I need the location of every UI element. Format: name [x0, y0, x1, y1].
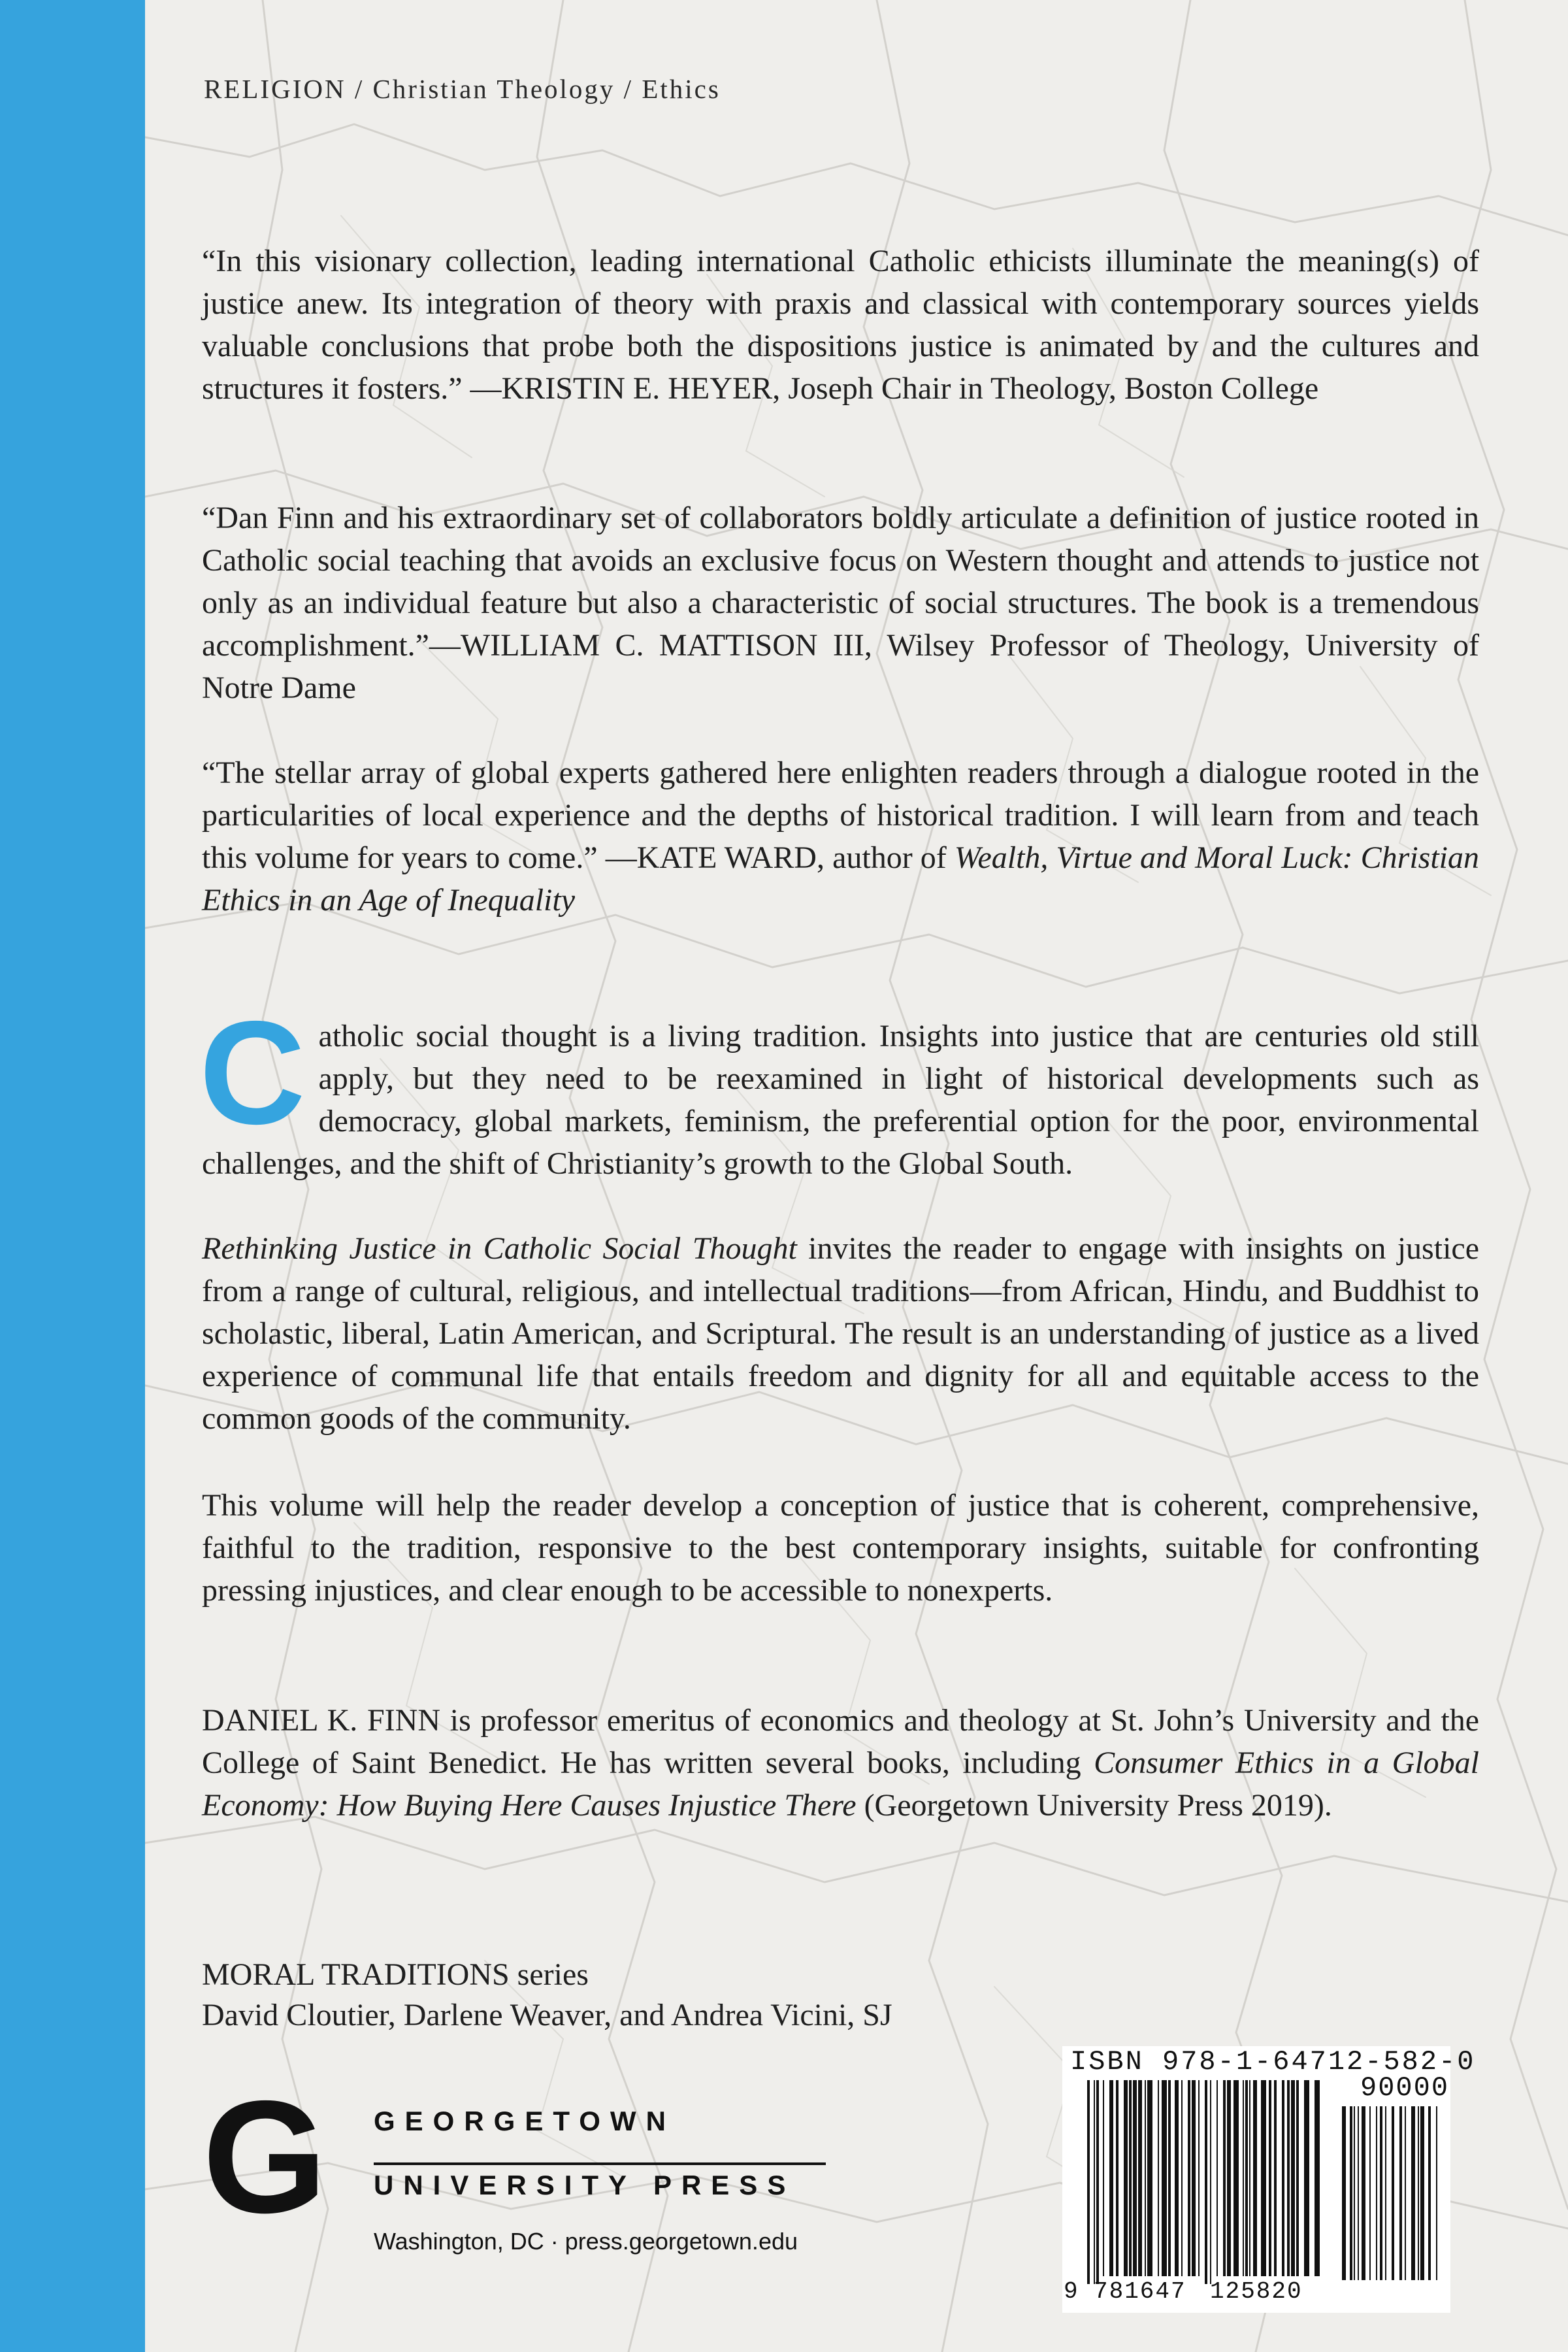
barcode-bar: [1205, 2080, 1207, 2284]
publisher-logo-icon: G: [203, 2067, 327, 2246]
barcode-addon-bar: [1358, 2106, 1359, 2280]
author-bio: [202, 1699, 1479, 1827]
barcode-bar: [1094, 2080, 1095, 2284]
barcode-addon-bar: [1436, 2106, 1437, 2280]
barcode-bar: [1249, 2080, 1250, 2276]
barcode-addon-bar: [1399, 2106, 1402, 2280]
barcode-addon-bar: [1392, 2106, 1394, 2280]
endorsement-3: [202, 752, 1479, 921]
barcode-addon-bar: [1376, 2106, 1377, 2280]
barcode-bar: [1296, 2080, 1299, 2276]
price-code: 90000: [1360, 2072, 1450, 2104]
series-block: [202, 1955, 892, 2036]
description-text: This volume will help the reader develop a conception of justice that is coherent, comprehensive, faithful to the tradition, responsive to the best contemporary insights, suitable for confronting pressing injustices, and clear enough to be accessible to nonexperts.: [202, 1488, 1479, 1608]
publisher-name-line-1: GEORGETOWN: [374, 2106, 676, 2136]
barcode-bar: [1243, 2080, 1244, 2276]
publisher-name-line-2: UNIVERSITY PRESS: [374, 2170, 796, 2200]
barcode-bar: [1315, 2080, 1320, 2276]
endorsement-author: KRISTIN E. HEYER: [501, 371, 773, 406]
barcode-bar: [1198, 2080, 1200, 2276]
description-paragraph-3: [202, 1484, 1479, 1612]
endorsement-author: WILLIAM C. MATTISON III: [460, 628, 864, 663]
barcode-addon-bar: [1418, 2106, 1419, 2280]
author-book-title: Consumer Ethics in a Global Economy: How Buying Here Causes Injustice There: [202, 1746, 1479, 1823]
barcode-bar: [1124, 2080, 1128, 2276]
barcode-bar: [1162, 2080, 1167, 2276]
description-paragraph-2: [202, 1227, 1479, 1440]
isbn-text: ISBN 978-1-64712-582-0: [1070, 2046, 1476, 2078]
endorsement-quote: “In this visionary collection, leading international Catholic ethicists illuminate the meaning(s) of justice anew. Its integration of theory with praxis and classical with contemporary sources yields valuable conclusions that probe both the dispositions justice is animated by and the cultures and structures it fosters.” —: [202, 244, 1479, 406]
author-bio-text: is professor emeritus of economics and theology at St. John’s University and the College of Saint Benedict. He has written several books, including: [202, 1703, 1479, 1780]
barcode-addon-bar: [1420, 2106, 1424, 2280]
barcode-addon-bar: [1350, 2106, 1352, 2280]
barcode-addon-bar: [1354, 2106, 1355, 2280]
description-text: invites the reader to engage with insights on justice from a range of cultural, religious, and intellectual traditions—from African, Hindu, and Buddhist to scholastic, liberal, Latin American, and Scriptural. The result is an understanding of justice as a lived experience of communal life that entails freedom and dignity for all and equitable access to the common goods of the community.: [202, 1231, 1480, 1436]
barcode-bar: [1129, 2080, 1132, 2276]
endorsement-book-title: Wealth, Virtue and Moral Luck: Christian Ethics in an Age of Inequality: [202, 840, 1480, 918]
endorsement-affiliation: , author of: [816, 840, 955, 875]
barcode-bar: [1168, 2080, 1171, 2276]
endorsement-quote: “The stellar array of global experts gathered here enlighten readers through a dialogue rooted in the particularities of local experience and the depths of historical tradition. I will learn from and teach this volume for years to come.” —: [202, 755, 1479, 875]
barcode: [1062, 2046, 1450, 2313]
endorsement-affiliation: , Joseph Chair in Theology, Boston College: [772, 371, 1319, 406]
barcode-addon-bar: [1405, 2106, 1406, 2280]
barcode-bar: [1116, 2080, 1119, 2276]
barcode-addon-bar: [1342, 2106, 1346, 2280]
barcode-bar: [1133, 2080, 1137, 2276]
barcode-bar: [1103, 2080, 1104, 2276]
barcode-left-digits: 781647: [1094, 2278, 1186, 2305]
barcode-bar: [1223, 2080, 1226, 2276]
series-editors: David Cloutier, Darlene Weaver, and Andrea Vicini, SJ: [202, 1998, 892, 2032]
barcode-bar: [1217, 2080, 1218, 2276]
barcode-addon-bar: [1428, 2106, 1431, 2280]
barcode-bar: [1282, 2080, 1284, 2276]
endorsement-2: [202, 497, 1479, 709]
barcode-bar: [1109, 2080, 1113, 2276]
barcode-bar: [1096, 2080, 1099, 2284]
barcode-bar: [1291, 2080, 1295, 2276]
barcode-addon-bar: [1411, 2106, 1415, 2280]
barcode-bar: [1147, 2080, 1152, 2276]
book-title: Rethinking Justice in Catholic Social Thought: [202, 1231, 797, 1266]
barcode-bar: [1181, 2080, 1183, 2276]
barcode-bar: [1138, 2080, 1142, 2276]
barcode-bar: [1253, 2080, 1257, 2276]
barcode-bar: [1245, 2080, 1248, 2276]
barcode-bar: [1261, 2080, 1266, 2276]
endorsement-affiliation: , Wilsey Professor of Theology, University of Notre Dame: [202, 628, 1479, 705]
barcode-bar: [1145, 2080, 1146, 2276]
barcode-addon-bar: [1380, 2106, 1382, 2280]
description-text: atholic social thought is a living tradition. Insights into justice that are centuries old still apply, but they need to be reexamined in light of historical developments such as democracy, global markets, feminism, the preferential option for the poor, environmental challenges, and the shift of Christianity’s growth to the Global South.: [202, 1019, 1479, 1181]
barcode-bar: [1287, 2080, 1290, 2276]
author-name: DANIEL K. FINN: [202, 1703, 440, 1738]
category-line: RELIGION / Christian Theology / Ethics: [204, 74, 721, 104]
barcode-first-digit: 9: [1064, 2278, 1078, 2305]
series-name: MORAL TRADITIONS series: [202, 1957, 589, 1992]
publisher-divider: [374, 2162, 826, 2165]
barcode-bar: [1175, 2080, 1179, 2276]
endorsement-1: [202, 240, 1479, 410]
drop-cap: C: [199, 990, 306, 1155]
endorsement-quote: “Dan Finn and his extraordinary set of collaborators boldly articulate a definition of justice rooted in Catholic social teaching that avoids an exclusive focus on Western thought and attends to justice not only as an individual feature but also a characteristic of social structures. The book is a tremendous accomplishment.”—: [202, 501, 1479, 663]
barcode-panel: [1062, 2046, 1476, 2313]
barcode-bar: [1210, 2080, 1211, 2284]
barcode-addon-bar: [1385, 2106, 1386, 2280]
barcode-bar: [1304, 2080, 1309, 2276]
barcode-bar: [1227, 2080, 1231, 2276]
description-paragraph-1: [199, 990, 1479, 1185]
author-bio-text-end: (Georgetown University Press 2019).: [856, 1788, 1332, 1823]
barcode-addon-bar: [1369, 2106, 1371, 2280]
endorsement-author: KATE WARD: [636, 840, 817, 875]
barcode-bar: [1158, 2080, 1159, 2276]
barcode-bar: [1233, 2080, 1239, 2276]
barcode-bar: [1192, 2080, 1196, 2276]
barcode-bar: [1188, 2080, 1190, 2276]
barcode-right-digits: 125820: [1210, 2278, 1303, 2305]
barcode-addon-bar: [1362, 2106, 1365, 2280]
barcode-bar: [1269, 2080, 1271, 2276]
publisher-location: Washington, DC · press.georgetown.edu: [374, 2228, 798, 2255]
barcode-bar: [1087, 2080, 1090, 2284]
barcode-bar: [1274, 2080, 1277, 2276]
